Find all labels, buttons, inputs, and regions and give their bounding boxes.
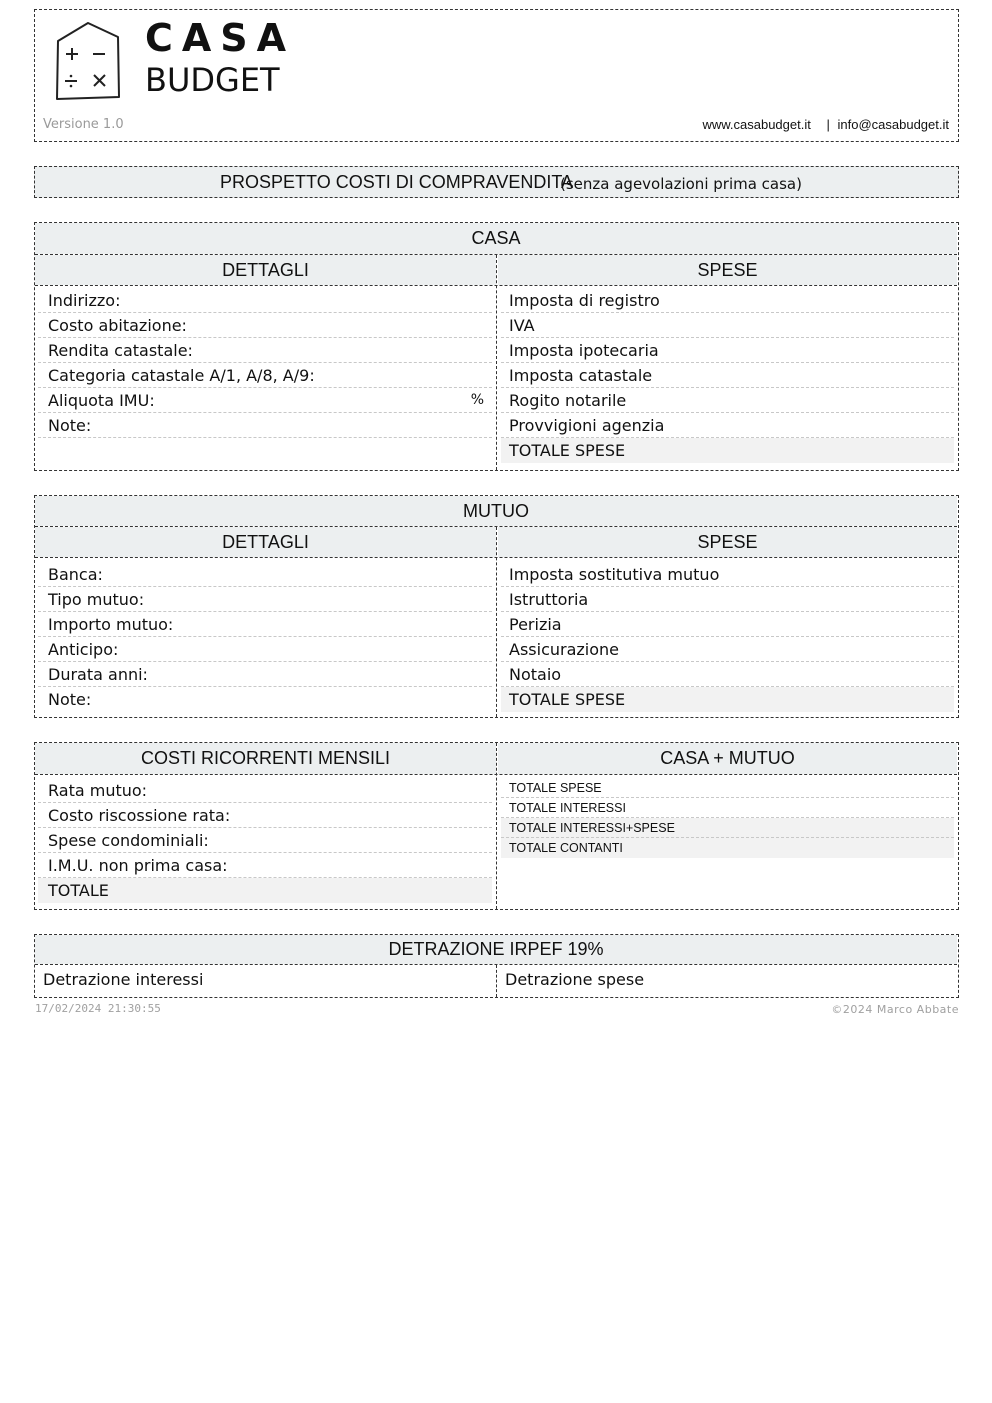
- casa-expenses-header: SPESE: [498, 255, 957, 285]
- footer-copyright: ©2024 Marco Abbate: [831, 1003, 959, 1016]
- list-item: Importo mutuo:: [38, 612, 492, 637]
- calculator-house-logo-icon: [52, 19, 126, 101]
- list-item: Costo riscossione rata:: [38, 803, 492, 828]
- list-item: Imposta ipotecaria: [501, 338, 954, 363]
- casa-expenses-list: [501, 288, 954, 463]
- casa-section: [34, 222, 959, 471]
- title-box: [34, 166, 959, 198]
- list-item: Categoria catastale A/1, A/8, A/9:: [38, 363, 492, 388]
- list-item: Provvigioni agenzia: [501, 413, 954, 438]
- mutuo-expenses-header: SPESE: [498, 527, 957, 557]
- footer-timestamp: 17/02/2024 21:30:55: [35, 1002, 161, 1015]
- detrazione-interessi: Detrazione interessi: [43, 970, 204, 989]
- list-item: Istruttoria: [501, 587, 954, 612]
- mutuo-details-list: [38, 562, 492, 712]
- list-item: Rogito notarile: [501, 388, 954, 413]
- list-item: TOTALE INTERESSI: [501, 798, 954, 818]
- list-item: Note:: [48, 690, 92, 709]
- casa-total-row: TOTALE SPESE: [501, 438, 954, 463]
- list-item: Notaio: [501, 662, 954, 687]
- list-item: IVA: [501, 313, 954, 338]
- brand-casa: CASA: [145, 16, 296, 60]
- page-subtitle: (senza agevolazioni prima casa): [560, 175, 802, 193]
- list-item: TOTALE CONTANTI: [501, 838, 954, 858]
- detrazione-section: [34, 934, 959, 998]
- list-item: TOTALE INTERESSI+SPESE: [501, 818, 954, 838]
- list-item: Perizia: [501, 612, 954, 637]
- detrazione-title: DETRAZIONE IRPEF 19%: [35, 935, 957, 964]
- casa-mutuo-list: [501, 778, 954, 858]
- list-item: Spese condominiali:: [38, 828, 492, 853]
- list-item: Durata anni:: [38, 662, 492, 687]
- mutuo-section: [34, 495, 959, 718]
- website-link[interactable]: www.casabudget.it: [702, 117, 811, 132]
- casa-details-list: [38, 288, 492, 438]
- version-label: Versione 1.0: [43, 117, 124, 132]
- brand-budget: BUDGET: [145, 61, 280, 99]
- header-box: [34, 9, 959, 142]
- list-item: Rendita catastale:: [38, 338, 492, 363]
- list-item: I.M.U. non prima casa:: [38, 853, 492, 878]
- mutuo-expenses-list: [501, 562, 954, 712]
- list-item: Costo abitazione:: [38, 313, 492, 338]
- casa-mutuo-title: CASA + MUTUO: [498, 743, 957, 774]
- list-item: Imposta sostitutiva mutuo: [501, 562, 954, 587]
- casa-details-header: DETTAGLI: [35, 255, 496, 285]
- detrazione-spese: Detrazione spese: [505, 970, 645, 989]
- ricorrenti-title: COSTI RICORRENTI MENSILI: [35, 743, 496, 774]
- percent-sign: %: [470, 392, 484, 408]
- list-item: Indirizzo:: [38, 288, 492, 313]
- list-item: Tipo mutuo:: [38, 587, 492, 612]
- ricorrenti-section: [34, 742, 959, 910]
- mutuo-title: MUTUO: [35, 496, 957, 526]
- contact-info: [702, 117, 949, 132]
- ricorrenti-list: [38, 778, 492, 903]
- list-item: Imposta catastale: [501, 363, 954, 388]
- list-item: Assicurazione: [501, 637, 954, 662]
- contact-separator: |: [826, 117, 830, 132]
- list-item: Note:: [38, 413, 492, 438]
- list-item: Aliquota IMU: %: [38, 388, 492, 413]
- list-item: TOTALE SPESE: [501, 778, 954, 798]
- ricorrenti-total-row: TOTALE: [38, 878, 492, 903]
- casa-title: CASA: [35, 223, 957, 254]
- mutuo-details-header: DETTAGLI: [35, 527, 496, 557]
- list-item: Banca:: [38, 562, 492, 587]
- list-item: Anticipo:: [38, 637, 492, 662]
- list-item: Rata mutuo:: [38, 778, 492, 803]
- list-item: Imposta di registro: [501, 288, 954, 313]
- mutuo-total-row: TOTALE SPESE: [501, 687, 954, 712]
- email-link[interactable]: info@casabudget.it: [837, 117, 949, 132]
- page-title: PROSPETTO COSTI DI COMPRAVENDITA: [220, 172, 574, 192]
